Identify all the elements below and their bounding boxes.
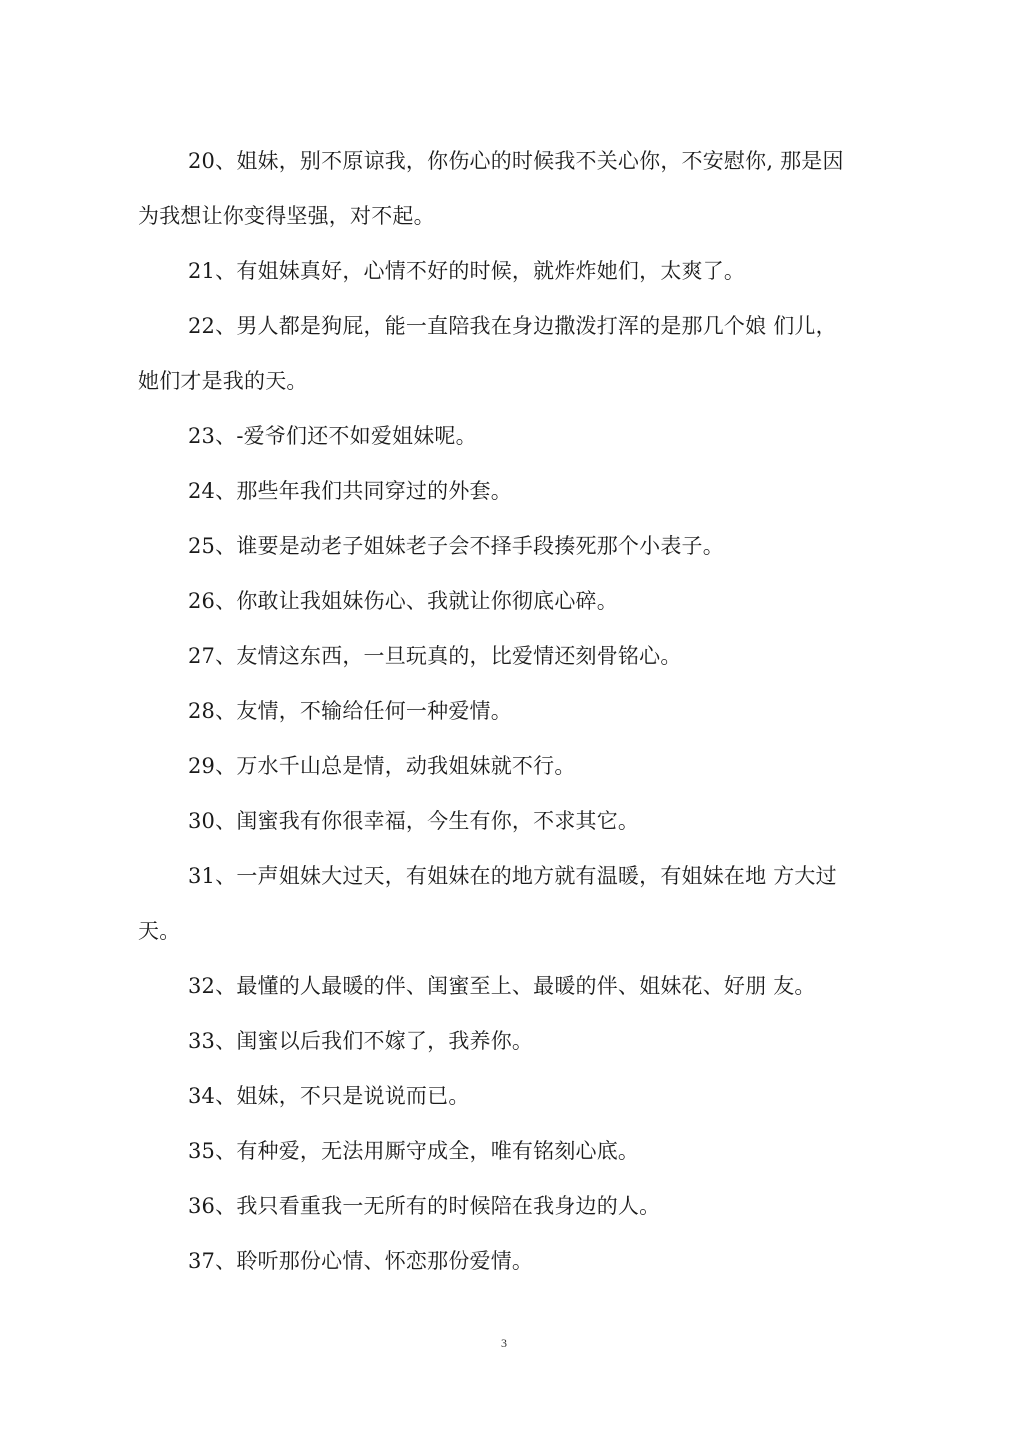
paragraph-25: 25、谁要是动老子姐妹老子会不择手段揍死那个小表子。 (188, 534, 724, 558)
paragraph-32: 32、最懂的人最暖的伴、闺蜜至上、最暖的伴、姐妹花、好朋 友。 (188, 974, 816, 998)
document-body (138, 134, 850, 1289)
paragraph-27: 27、友情这东西，一旦玩真的，比爱情还刻骨铭心。 (188, 644, 682, 668)
paragraph-20: 20、姐妹，别不原谅我，你伤心的时候我不关心你，不安慰你, 那是因为我想让你变得坚强，对不起。 (138, 149, 844, 228)
paragraph-35: 35、有种爱，无法用厮守成全，唯有铭刻心底。 (188, 1139, 640, 1163)
paragraph-34: 34、姐妹，不只是说说而已。 (188, 1084, 470, 1108)
paragraph-33: 33、闺蜜以后我们不嫁了，我养你。 (188, 1029, 534, 1053)
paragraph-37: 37、聆听那份心情、怀恋那份爱情。 (188, 1249, 534, 1273)
paragraph-30: 30、闺蜜我有你很幸福，今生有你，不求其它。 (188, 809, 640, 833)
paragraph-36: 36、我只看重我一无所有的时候陪在我身边的人。 (188, 1194, 661, 1218)
page-number: 3 (501, 1336, 507, 1350)
paragraph-23: 23、-爱爷们还不如爱姐妹呢。 (188, 424, 477, 448)
paragraph-29: 29、万水千山总是情，动我姐妹就不行。 (188, 754, 576, 778)
paragraph-28: 28、友情，不输给任何一种爱情。 (188, 699, 512, 723)
paragraph-31: 31、一声姐妹大过天，有姐妹在的地方就有温暖，有姐妹在地 方大过天。 (138, 864, 837, 943)
paragraph-22: 22、男人都是狗屁，能一直陪我在身边撒泼打浑的是那几个娘 们儿，她们才是我的天。 (138, 314, 837, 393)
paragraph-26: 26、你敢让我姐妹伤心、我就让你彻底心碎。 (188, 589, 618, 613)
paragraph-24: 24、那些年我们共同穿过的外套。 (188, 479, 512, 503)
paragraph-21: 21、有姐妹真好，心情不好的时候，就炸炸她们，太爽了。 (188, 259, 746, 283)
